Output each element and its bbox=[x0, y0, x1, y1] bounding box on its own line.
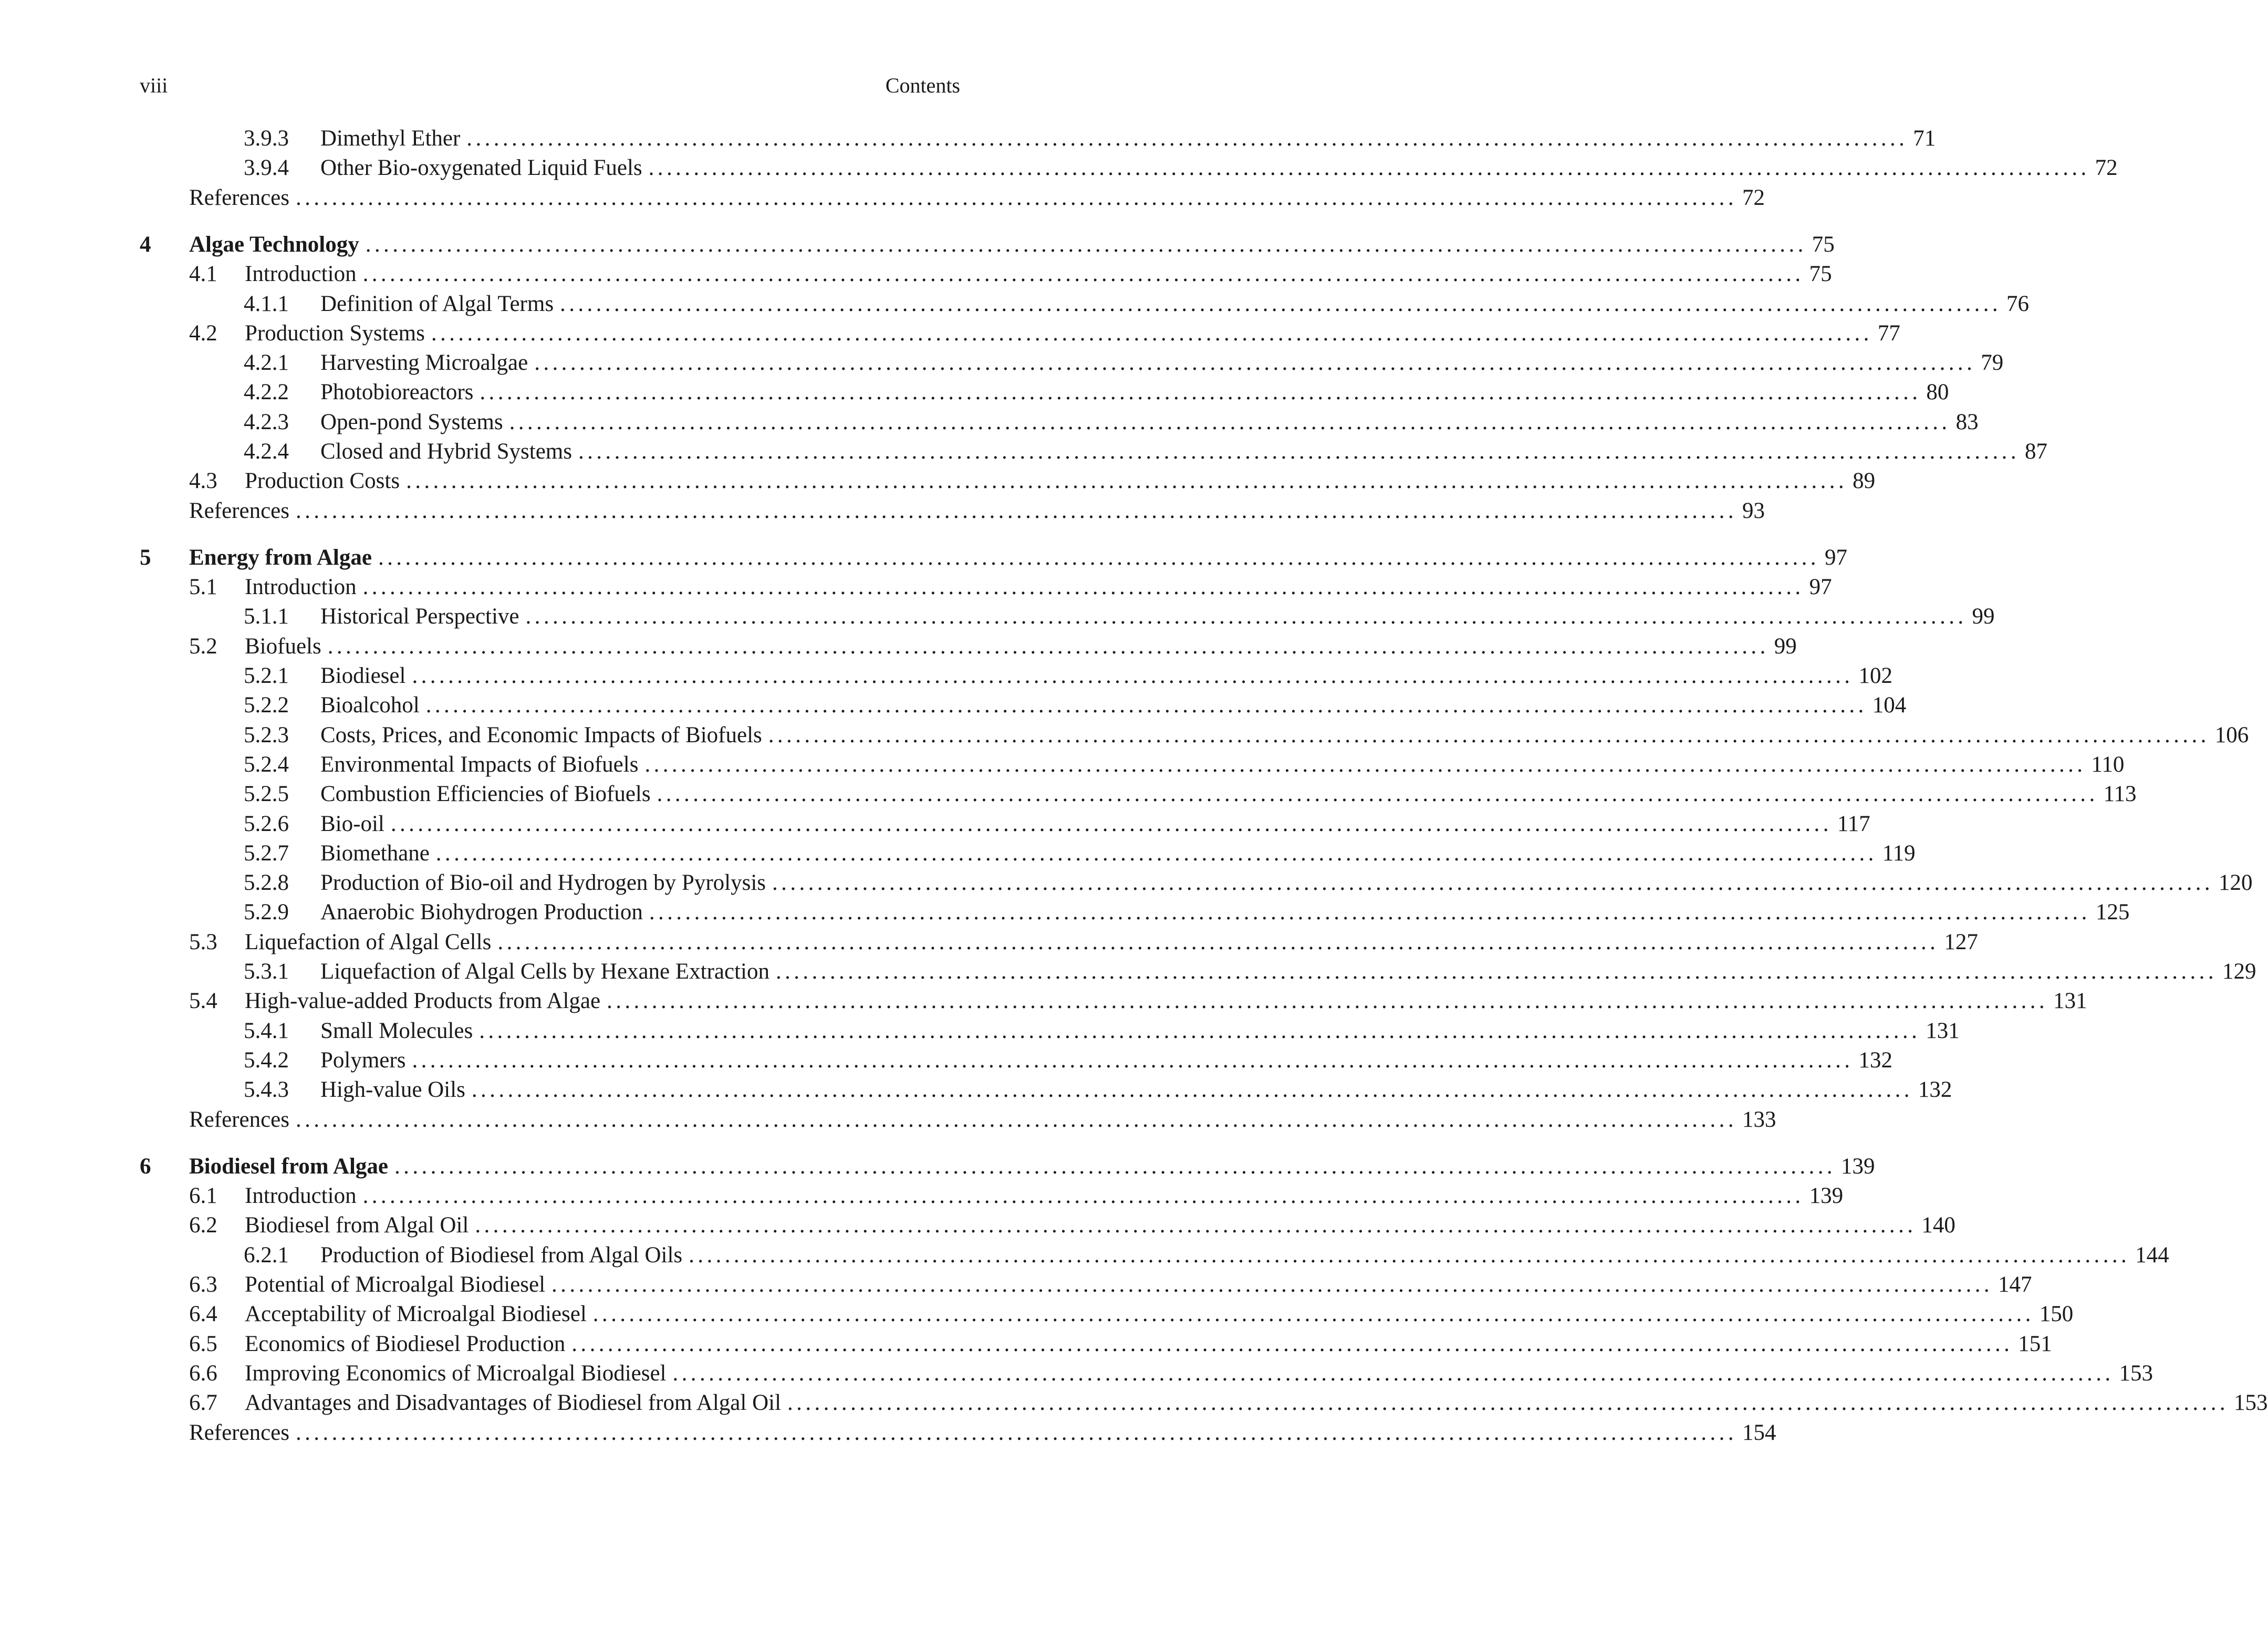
toc-entry-title: Improving Economics of Microalgal Biodiesel bbox=[245, 1361, 667, 1386]
toc-entry-title: Introduction bbox=[245, 575, 357, 599]
toc-entry-page: 144 bbox=[2135, 1243, 2169, 1268]
dot-leader: ................................................................................................................................................................ bbox=[479, 1019, 1921, 1043]
toc-entry-title: Open-pond Systems bbox=[320, 410, 503, 434]
toc-entry-page: 129 bbox=[2222, 959, 2256, 984]
toc-entry-page: 106 bbox=[2214, 723, 2249, 747]
toc-entry-number: 4.2.3 bbox=[244, 410, 289, 434]
toc-entry-number: 6 bbox=[140, 1154, 151, 1179]
toc-entry-page: 110 bbox=[2091, 752, 2125, 777]
dot-leader: ................................................................................................................................................................ bbox=[772, 870, 2214, 895]
page-number: viii bbox=[140, 74, 168, 97]
dot-leader: ................................................................................................................................................................ bbox=[607, 989, 2048, 1013]
toc-entry-title: Energy from Algae bbox=[189, 545, 372, 570]
toc-entry-title: Economics of Biodiesel Production bbox=[245, 1332, 566, 1356]
dot-leader: ................................................................................................................................................................ bbox=[571, 1332, 2013, 1356]
toc-entry-title: Biomethane bbox=[320, 841, 430, 866]
dot-leader: ................................................................................................................................................................ bbox=[689, 1243, 2130, 1268]
toc-entry-number: 3.9.4 bbox=[244, 155, 289, 180]
toc-entry-number: 6.5 bbox=[189, 1332, 217, 1356]
toc-entry-page: 87 bbox=[2024, 439, 2047, 464]
toc-entry-number: 5.2.8 bbox=[244, 870, 289, 895]
toc-entry-page: 104 bbox=[1872, 693, 1907, 718]
dot-leader: ................................................................................................................................................................ bbox=[649, 900, 2090, 924]
toc-entry-title: Advantages and Disadvantages of Biodiesel from Algal Oil bbox=[245, 1390, 782, 1415]
dot-leader: ................................................................................................................................................................ bbox=[480, 380, 1921, 404]
toc-entry-page: 79 bbox=[1981, 350, 2004, 375]
toc-entry-page: 75 bbox=[1809, 262, 1832, 286]
dot-leader: ................................................................................................................................................................ bbox=[378, 545, 1819, 570]
toc-entry-title: Biodiesel from Algae bbox=[189, 1154, 389, 1179]
toc-entry-page: 139 bbox=[1809, 1183, 1844, 1208]
toc-entry-title: Production Systems bbox=[245, 321, 425, 346]
toc-entry-title: Anaerobic Biohydrogen Production bbox=[320, 900, 643, 924]
toc-entry-page: 99 bbox=[1774, 634, 1797, 659]
toc-entry-number: 5.1 bbox=[189, 575, 217, 599]
toc-entry-number: 4.1.1 bbox=[244, 292, 289, 316]
toc-entry-number: 5.4.3 bbox=[244, 1077, 289, 1102]
dot-leader: ................................................................................................................................................................ bbox=[534, 350, 1976, 375]
toc-entry-title: High-value-added Products from Algae bbox=[245, 989, 601, 1013]
toc-entry-page: 153 bbox=[2119, 1361, 2153, 1386]
toc-entry-title: Definition of Algal Terms bbox=[320, 292, 554, 316]
toc-entry-number: 6.6 bbox=[189, 1361, 217, 1386]
toc-entry-page: 131 bbox=[2053, 989, 2087, 1013]
toc-entry-page: 80 bbox=[1926, 380, 1949, 404]
toc-entry-title: Polymers bbox=[320, 1048, 406, 1073]
dot-leader: ................................................................................................................................................................ bbox=[497, 930, 1939, 954]
toc-entry-number: 4.2.4 bbox=[244, 439, 289, 464]
dot-leader: ................................................................................................................................................................ bbox=[362, 1183, 1804, 1208]
toc-entry-number: 5.2.1 bbox=[244, 663, 289, 688]
dot-leader: ................................................................................................................................................................ bbox=[672, 1361, 2114, 1386]
toc-entry-title: Acceptability of Microalgal Biodiesel bbox=[245, 1302, 587, 1326]
toc-entry-page: 151 bbox=[2018, 1332, 2052, 1356]
toc-entry-number: 6.2.1 bbox=[244, 1243, 289, 1268]
toc-entry-page: 97 bbox=[1809, 575, 1832, 599]
toc-entry-page: 125 bbox=[2095, 900, 2130, 924]
toc-entry-title: Costs, Prices, and Economic Impacts of Biofuels bbox=[320, 723, 762, 747]
toc-entry-number: 5.4 bbox=[189, 989, 217, 1013]
toc-entry-title: Introduction bbox=[245, 262, 357, 286]
toc-entry-number: 5.4.2 bbox=[244, 1048, 289, 1073]
dot-leader: ................................................................................................................................................................ bbox=[578, 439, 2020, 464]
toc-entry-page: 89 bbox=[1853, 469, 1876, 493]
toc-entry-title: Biofuels bbox=[245, 634, 321, 659]
dot-leader: ................................................................................................................................................................ bbox=[775, 959, 2217, 984]
toc-entry-title: Introduction bbox=[245, 1183, 357, 1208]
toc-entry-page: 99 bbox=[1972, 604, 1995, 629]
toc-entry-page: 154 bbox=[1742, 1420, 1776, 1445]
toc-entry-number: 6.1 bbox=[189, 1183, 217, 1208]
toc-entry-title: Liquefaction of Algal Cells bbox=[245, 930, 492, 954]
toc-entry-number: 5.2.7 bbox=[244, 841, 289, 866]
toc-entry-page: 140 bbox=[1921, 1213, 1955, 1238]
toc-entry-page: 132 bbox=[1858, 1048, 1892, 1073]
dot-leader: ................................................................................................................................................................ bbox=[327, 634, 1769, 659]
dot-leader: ................................................................................................................................................................ bbox=[390, 812, 1832, 836]
toc-entry-title: Combustion Efficiencies of Biofuels bbox=[320, 782, 651, 806]
dot-leader: ................................................................................................................................................................ bbox=[425, 693, 1867, 718]
toc-entry-title: Closed and Hybrid Systems bbox=[320, 439, 572, 464]
toc-entry-title: Dimethyl Ether bbox=[320, 126, 461, 151]
dot-leader: ................................................................................................................................................................ bbox=[406, 469, 1848, 493]
toc-entry-number: 4.1 bbox=[189, 262, 217, 286]
dot-leader: ................................................................................................................................................................ bbox=[365, 232, 1807, 257]
dot-leader: ................................................................................................................................................................ bbox=[592, 1302, 2034, 1326]
toc-entry-title: References bbox=[189, 498, 289, 523]
dot-leader: ................................................................................................................................................................ bbox=[431, 321, 1872, 346]
toc-entry-number: 5.3.1 bbox=[244, 959, 289, 984]
toc-entry-number: 5 bbox=[140, 545, 151, 570]
toc-entry-number: 6.2 bbox=[189, 1213, 217, 1238]
toc-entry-page: 119 bbox=[1882, 841, 1916, 866]
toc-entry-page: 133 bbox=[1742, 1107, 1776, 1132]
toc-entry-title: Photobioreactors bbox=[320, 380, 474, 404]
dot-leader: ................................................................................................................................................................ bbox=[295, 1420, 1737, 1445]
running-title: Contents bbox=[885, 74, 960, 97]
dot-leader: ................................................................................................................................................................ bbox=[295, 498, 1737, 523]
dot-leader: ................................................................................................................................................................ bbox=[552, 1272, 1993, 1297]
toc-entry-number: 3.9.3 bbox=[244, 126, 289, 151]
toc-entry-number: 5.2.9 bbox=[244, 900, 289, 924]
toc-entry-page: 147 bbox=[1998, 1272, 2032, 1297]
toc-entry-page: 93 bbox=[1742, 498, 1765, 523]
toc-entry-title: Historical Perspective bbox=[320, 604, 519, 629]
toc-entry-number: 4.2 bbox=[189, 321, 217, 346]
toc-entry-title: Algae Technology bbox=[189, 232, 359, 257]
toc-entry-title: Environmental Impacts of Biofuels bbox=[320, 752, 639, 777]
dot-leader: ................................................................................................................................................................ bbox=[412, 1048, 1854, 1073]
toc-entry-number: 5.2.4 bbox=[244, 752, 289, 777]
toc-entry-page: 75 bbox=[1812, 232, 1835, 257]
toc-entry-number: 4 bbox=[140, 232, 151, 257]
dot-leader: ................................................................................................................................................................ bbox=[768, 723, 2210, 747]
toc-entry-number: 5.2.6 bbox=[244, 812, 289, 836]
toc-entry-title: Biodiesel from Algal Oil bbox=[245, 1213, 469, 1238]
toc-entry-number: 5.1.1 bbox=[244, 604, 289, 629]
toc-entry-title: Production of Biodiesel from Algal Oils bbox=[320, 1243, 683, 1268]
toc-entry-page: 153 bbox=[2234, 1390, 2268, 1415]
dot-leader: ................................................................................................................................................................ bbox=[787, 1390, 2229, 1415]
toc-entry-page: 120 bbox=[2219, 870, 2253, 895]
toc-entry-title: Liquefaction of Algal Cells by Hexane Extraction bbox=[320, 959, 769, 984]
dot-leader: ................................................................................................................................................................ bbox=[394, 1154, 1836, 1179]
dot-leader: ................................................................................................................................................................ bbox=[644, 752, 2086, 777]
dot-leader: ................................................................................................................................................................ bbox=[295, 185, 1737, 210]
dot-leader: ................................................................................................................................................................ bbox=[648, 155, 2090, 180]
toc-entry-title: High-value Oils bbox=[320, 1077, 465, 1102]
dot-leader: ................................................................................................................................................................ bbox=[295, 1107, 1737, 1132]
dot-leader: ................................................................................................................................................................ bbox=[471, 1077, 1913, 1102]
dot-leader: ................................................................................................................................................................ bbox=[362, 262, 1804, 286]
toc-entry-number: 6.4 bbox=[189, 1302, 217, 1326]
toc-entry-title: Production of Bio-oil and Hydrogen by Pyrolysis bbox=[320, 870, 766, 895]
toc-entry-page: 127 bbox=[1944, 930, 1978, 954]
toc-entry-number: 5.2.3 bbox=[244, 723, 289, 747]
dot-leader: ................................................................................................................................................................ bbox=[509, 410, 1951, 434]
toc-entry-title: Other Bio-oxygenated Liquid Fuels bbox=[320, 155, 642, 180]
toc-entry-title: References bbox=[189, 1107, 289, 1132]
dot-leader: ................................................................................................................................................................ bbox=[475, 1213, 1917, 1238]
toc-entry-title: Bio-oil bbox=[320, 812, 384, 836]
toc-entry-number: 4.2.1 bbox=[244, 350, 289, 375]
toc-entry-title: Small Molecules bbox=[320, 1019, 473, 1043]
toc-entry-page: 97 bbox=[1824, 545, 1847, 570]
toc-entry-page: 102 bbox=[1858, 663, 1892, 688]
toc-entry-title: Harvesting Microalgae bbox=[320, 350, 528, 375]
toc-entry-page: 72 bbox=[2095, 155, 2118, 180]
toc-entry-number: 4.2.2 bbox=[244, 380, 289, 404]
toc-entry-page: 139 bbox=[1841, 1154, 1875, 1179]
toc-entry-page: 132 bbox=[1918, 1077, 1952, 1102]
toc-entry-number: 5.2.5 bbox=[244, 782, 289, 806]
dot-leader: ................................................................................................................................................................ bbox=[435, 841, 1877, 866]
toc-entry-page: 72 bbox=[1742, 185, 1765, 210]
toc-entry-page: 117 bbox=[1837, 812, 1870, 836]
toc-entry-page: 76 bbox=[2006, 292, 2030, 316]
toc-entry-title: Production Costs bbox=[245, 469, 400, 493]
toc-entry-number: 6.7 bbox=[189, 1390, 217, 1415]
toc-entry-page: 150 bbox=[2039, 1302, 2074, 1326]
toc-entry-number: 5.3 bbox=[189, 930, 217, 954]
dot-leader: ................................................................................................................................................................ bbox=[525, 604, 1967, 629]
dot-leader: ................................................................................................................................................................ bbox=[657, 782, 2098, 806]
toc-entry-page: 131 bbox=[1926, 1019, 1960, 1043]
toc-entry-title: Biodiesel bbox=[320, 663, 406, 688]
toc-entry-number: 6.3 bbox=[189, 1272, 217, 1297]
toc-entry-title: References bbox=[189, 185, 289, 210]
toc-entry-title: References bbox=[189, 1420, 289, 1445]
toc-entry-number: 5.2 bbox=[189, 634, 217, 659]
dot-leader: ................................................................................................................................................................ bbox=[362, 575, 1804, 599]
toc-entry-number: 5.2.2 bbox=[244, 693, 289, 718]
toc-entry-title: Bioalcohol bbox=[320, 693, 420, 718]
dot-leader: ................................................................................................................................................................ bbox=[412, 663, 1854, 688]
toc-entry-page: 83 bbox=[1955, 410, 1979, 434]
toc-entry-number: 4.3 bbox=[189, 469, 217, 493]
toc-entry-page: 71 bbox=[1913, 126, 1936, 151]
dot-leader: ................................................................................................................................................................ bbox=[560, 292, 2002, 316]
toc-entry-page: 77 bbox=[1877, 321, 1900, 346]
toc-entry-page: 113 bbox=[2103, 782, 2137, 806]
toc-entry-title: Potential of Microalgal Biodiesel bbox=[245, 1272, 546, 1297]
dot-leader: ................................................................................................................................................................ bbox=[466, 126, 1908, 151]
toc-entry-number: 5.4.1 bbox=[244, 1019, 289, 1043]
